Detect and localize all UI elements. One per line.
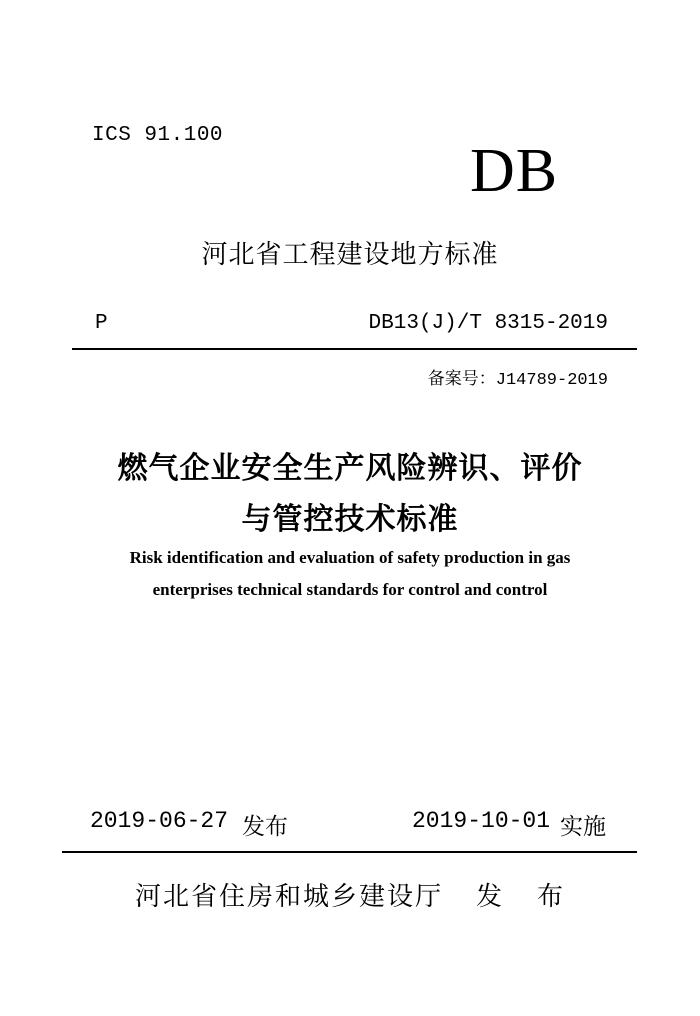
implementation-label: 实施 [560,814,606,840]
top-divider [72,348,637,350]
db-mark: DB [470,137,559,205]
issuer-verb-char-2: 布 [537,882,564,912]
title-english-line-2: enterprises technical standards for control and control [152,580,548,599]
title-chinese-line-1: 燃气企业安全生产风险辨识、评价 [117,452,583,485]
filing-number: 备案号：J14789-2019 [427,371,608,390]
issue-label: 发布 [242,814,288,840]
issue-date: 2019-06-27 [90,808,229,834]
standard-category: 河北省工程建设地方标准 [201,240,499,270]
title-chinese-line-2: 与管控技术标准 [241,503,459,536]
title-english-line-1: Risk identification and evaluation of safety production in gas [129,548,571,567]
classification-code: P [95,312,108,335]
implementation-date: 2019-10-01 [412,808,551,834]
issuer-verb-char-1: 发 [476,882,503,912]
standard-number: DB13(J)/T 8315-2019 [368,312,608,335]
ics-code: ICS 91.100 [92,124,224,147]
issuing-authority: 河北省住房和城乡建设厅 [135,882,444,912]
bottom-divider [62,851,637,853]
